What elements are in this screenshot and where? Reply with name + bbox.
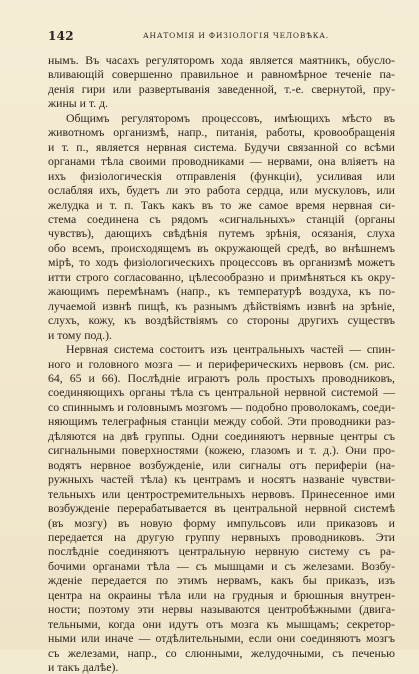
text-line: ного и головного мозга — и периферическихъ нервовъ (см. рис.	[48, 356, 395, 371]
text-line: и такъ далѣе).	[48, 660, 119, 674]
text-line: послѣдніе соединяютъ центральную нервную систему съ ра-	[48, 544, 395, 559]
running-head: АНАТОМІЯ И ФИЗІОЛОГІЯ ЧЕЛОВѢКА.	[143, 31, 329, 40]
text-line: желудка и т. п. Такъ какъ въ то же самое время нервная си-	[48, 197, 395, 212]
text-line: (въ мозгу) въ новую форму импульсовъ или приказовъ и	[48, 515, 395, 530]
text-line: сигнальными поверхностями (кожею, глазомъ и т. д.). Они про-	[48, 443, 395, 458]
text-line: слухъ, кожу, къ воздѣйствіямъ со стороны другихъ существъ	[48, 313, 395, 328]
text-line: тельныхъ или центростремительныхъ нервовъ. Принесенное ими	[48, 486, 395, 501]
text-line: дѣляются на двѣ группы. Одни соединяютъ нервные центры съ	[48, 428, 395, 443]
paragraph	[48, 342, 395, 674]
text-line: няющимъ телеграфныя станціи между собой. Эти проводники раз-	[48, 414, 395, 429]
text-line: чувствъ), дающихъ свѣдѣнія путемъ зрѣнія, осязанія, слуха	[48, 226, 395, 241]
text-line: ослабляя ихъ, будетъ ли это работа сердца, или мускуловъ, или	[48, 183, 395, 198]
text-line: нымъ. Въ часахъ регуляторомъ хода является маятникъ, обусло-	[48, 53, 395, 67]
text-line: и т. п., является нервная система. Будучи связанной со всѣми	[48, 139, 395, 154]
text-line: итти строго согласованно, цѣлесообразно и примѣняться къ окру-	[48, 269, 395, 284]
text-line: обо всемъ, происходящемъ въ окружающей средѣ, во внѣшнемъ	[48, 240, 395, 255]
text-line: соединяющихъ органы тѣла съ центральной нервной системой —	[48, 385, 395, 400]
text-line: ружныхъ частей тѣла) къ центрамъ и носятъ названіе чувстви-	[48, 472, 395, 487]
text-line: жины и т. д.	[48, 96, 109, 111]
text-line: органами тѣла своими проводниками — нервами, она вліяетъ на	[48, 154, 395, 169]
text-line: ности; поэтому эти нервы называются центробѣжными (двига-	[48, 602, 395, 617]
text-line: передается на другую группу нервныхъ проводниковъ. Эти	[48, 529, 395, 544]
text-line: со спиннымъ и головнымъ мозгомъ — подобно проволокамъ, соеди-	[48, 399, 395, 414]
text-line: жающимъ перемѣнамъ (напр., къ температурѣ воздуха, къ по-	[48, 284, 395, 299]
text-line: центра на окраины тѣла или на грудныя и брюшныя внутрен-	[48, 587, 395, 602]
text-line: ихъ физіологическія отправленія (функціи), усиливая или	[48, 168, 395, 183]
text-line: денія гири или развертыванія заведенной, т.-е. свернутой, пру-	[48, 81, 395, 96]
page-header	[48, 29, 394, 45]
text-line: тельными, когда они идутъ отъ мозга къ мышцамъ; секретор-	[48, 616, 395, 631]
text-line: вливающій совершенно правильное и равномѣрное теченіе па-	[48, 67, 395, 82]
text-line: ными или иначе — отдѣлительными, если они соединяютъ мозгъ	[48, 631, 395, 646]
paragraph	[48, 111, 395, 342]
text-line: возбужденіе перерабатывается въ центральной нервной системѣ	[48, 501, 395, 516]
paragraph	[48, 53, 395, 111]
text-line: съ железами, напр., со слюнными, желудочными, съ печенью	[48, 645, 395, 660]
text-line: лучаемой извнѣ пищѣ, къ разнымъ дѣйствіямъ извнѣ на зрѣніе,	[48, 298, 395, 313]
body-text	[48, 53, 395, 674]
text-line: мірѣ, то ходъ физіологическихъ процессовъ въ организмѣ можетъ	[48, 255, 395, 270]
text-line: бочими органами тѣла — съ мышцами и съ железами. Возбу-	[48, 558, 395, 573]
text-line: Нервная система состоитъ изъ центральныхъ частей — спин-	[66, 342, 395, 357]
text-line: стема соединена съ рядомъ «сигнальныхъ» станцій (органы	[48, 211, 395, 226]
page-number: 142	[48, 29, 74, 43]
text-line: и тому под.).	[48, 327, 112, 342]
text-line: Общимъ регуляторомъ процессовъ, имѣющихъ мѣсто въ	[66, 110, 395, 125]
text-line: животномъ организмѣ, напр., питанія, работы, кровообращенія	[48, 125, 395, 140]
text-line: водятъ нервное возбужденіе, или сигналы отъ периферіи (на-	[48, 457, 395, 472]
text-line: жденіе передается по этимъ нервамъ, какъ бы приказъ, изъ	[48, 573, 395, 588]
text-line: 64, 65 и 66). Послѣдніе играютъ роль простыхъ проводниковъ,	[48, 370, 395, 385]
